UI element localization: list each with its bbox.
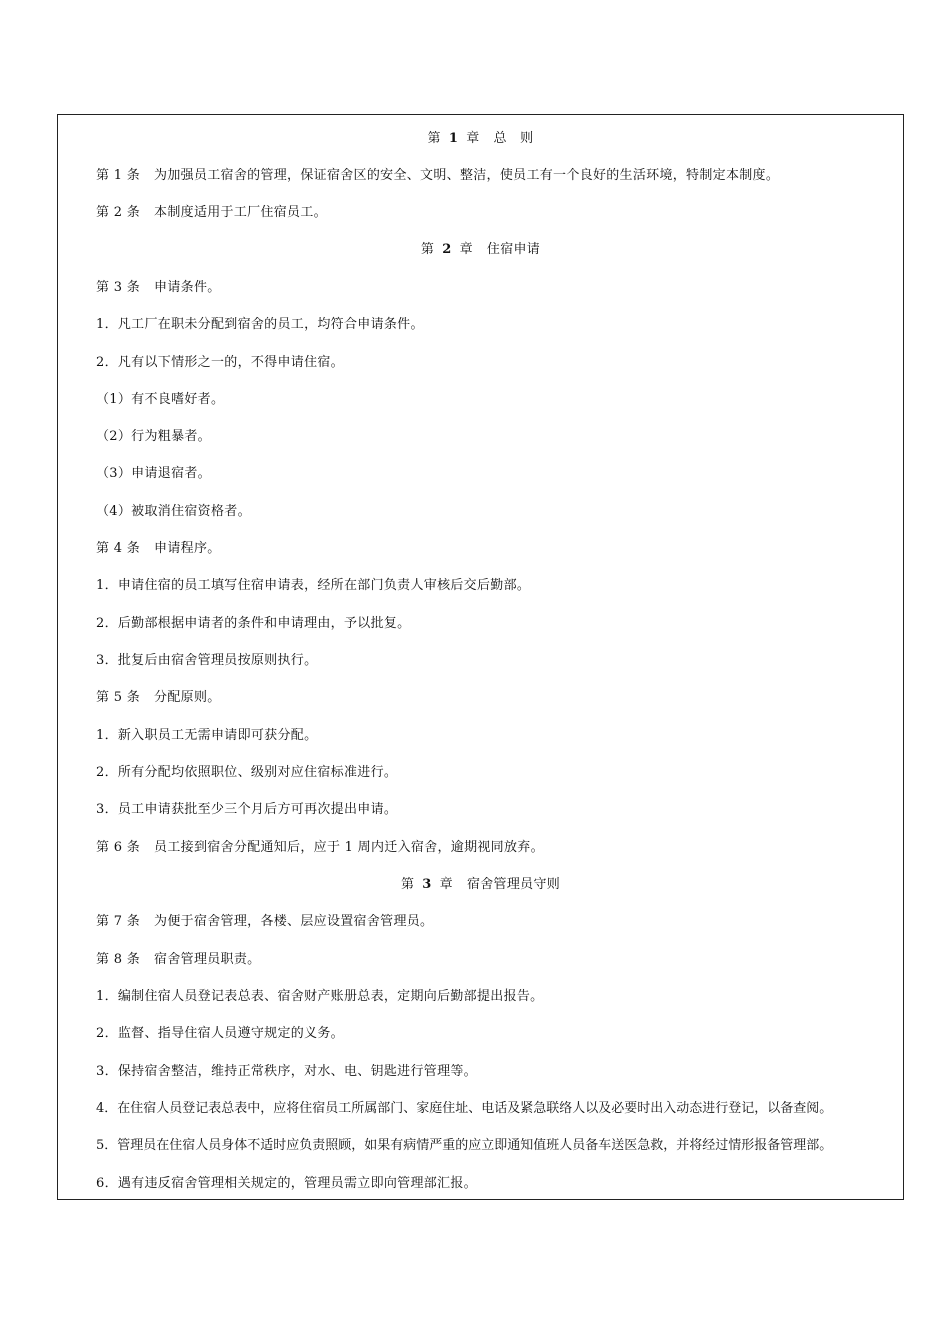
article-label: 第 6 条 [96, 840, 141, 855]
list-item: 2．后勤部根据申请者的条件和申请理由，予以批复。 [96, 616, 411, 631]
article-label: 第 5 条 [96, 690, 141, 705]
chapter-number: 1 [448, 131, 459, 146]
chapter-title: 总 则 [493, 131, 534, 146]
chapter-2-heading [58, 240, 903, 260]
list-item: 2．凡有以下情形之一的，不得申请住宿。 [96, 355, 344, 370]
article-8 [96, 950, 899, 970]
list-item: 1．新入职员工无需申请即可获分配。 [96, 728, 318, 743]
list-item: 1．编制住宿人员登记表总表、宿舍财产账册总表，定期向后勤部提出报告。 [96, 989, 544, 1004]
article-label: 第 7 条 [96, 914, 141, 929]
list-item: 4．在住宿人员登记表总表中，应将住宿员工所属部门、家庭住址、电话及紧急联络人以及必要时出入动态进行登记，以备查阅。 [96, 1101, 833, 1116]
chapter-suffix: 章 [459, 242, 473, 257]
article-5 [96, 688, 899, 708]
article-2 [96, 203, 899, 223]
chapter-prefix: 第 [420, 242, 435, 257]
article-label: 第 1 条 [96, 168, 141, 183]
list-item: 1．申请住宿的员工填写住宿申请表，经所在部门负责人审核后交后勤部。 [96, 578, 531, 593]
chapter-title: 宿舍管理员守则 [466, 877, 561, 892]
chapter-prefix: 第 [400, 877, 415, 892]
document-frame [57, 114, 904, 1200]
sub-list-item: （3）申请退宿者。 [96, 466, 211, 481]
sub-list-item: （4）被取消住宿资格者。 [96, 504, 251, 519]
article-label: 第 3 条 [96, 280, 141, 295]
article-6 [96, 838, 899, 858]
article-text: 分配原则。 [154, 690, 221, 705]
article-3 [96, 278, 899, 298]
list-item: 3．批复后由宿舍管理员按原则执行。 [96, 653, 318, 668]
chapter-number: 3 [422, 877, 432, 892]
chapter-suffix: 章 [466, 131, 480, 146]
article-label: 第 4 条 [96, 541, 141, 556]
article-text: 本制度适用于工厂住宿员工。 [154, 205, 327, 220]
list-item: 5．管理员在住宿人员身体不适时应负责照顾，如果有病情严重的应立即通知值班人员备车送医急救，并将经过情形报备管理部。 [96, 1138, 833, 1153]
article-7 [96, 912, 899, 932]
list-item: 2．所有分配均依照职位、级别对应住宿标准进行。 [96, 765, 398, 780]
sub-list-item: （2）行为粗暴者。 [96, 429, 211, 444]
list-item: 2．监督、指导住宿人员遵守规定的义务。 [96, 1026, 344, 1041]
chapter-1-heading [58, 129, 903, 149]
chapter-number: 2 [442, 242, 452, 257]
article-4 [96, 539, 899, 559]
article-text: 员工接到宿舍分配通知后，应于 1 周内迁入宿舍，逾期视同放弃。 [154, 840, 544, 855]
sub-list-item: （1）有不良嗜好者。 [96, 392, 225, 407]
article-label: 第 2 条 [96, 205, 141, 220]
article-text: 为便于宿舍管理，各楼、层应设置宿舍管理员。 [154, 914, 434, 929]
chapter-3-heading [58, 875, 903, 895]
article-text: 申请程序。 [154, 541, 221, 556]
article-label: 第 8 条 [96, 952, 141, 967]
article-1 [96, 166, 899, 186]
list-item: 3．保持宿舍整洁，维持正常秩序，对水、电、钥匙进行管理等。 [96, 1064, 477, 1079]
article-text: 申请条件。 [154, 280, 221, 295]
article-text: 为加强员工宿舍的管理，保证宿舍区的安全、文明、整洁，使员工有一个良好的生活环境，特制定本制度。 [154, 168, 780, 183]
chapter-title: 住宿申请 [486, 242, 541, 257]
chapter-prefix: 第 [427, 131, 441, 146]
article-text: 宿舍管理员职责。 [154, 952, 261, 967]
chapter-suffix: 章 [439, 877, 453, 892]
list-item: 6．遇有违反宿舍管理相关规定的，管理员需立即向管理部汇报。 [96, 1176, 477, 1191]
list-item: 3．员工申请获批至少三个月后方可再次提出申请。 [96, 802, 398, 817]
list-item: 1．凡工厂在职未分配到宿舍的员工，均符合申请条件。 [96, 317, 424, 332]
